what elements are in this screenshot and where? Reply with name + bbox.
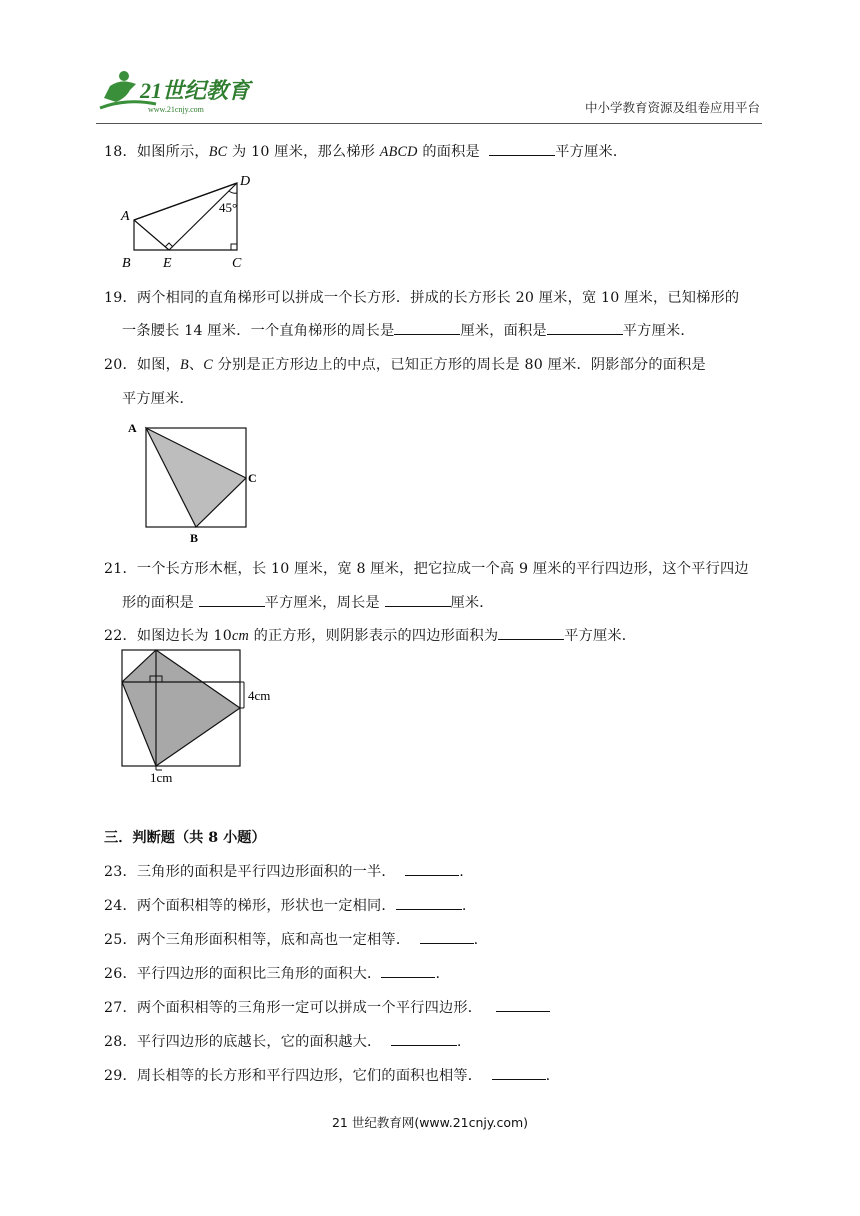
- svg-text:C: C: [232, 256, 242, 271]
- answer-blank[interactable]: [498, 627, 564, 640]
- question-28: 28．平行四边形的底越长，它的面积越大． .: [104, 1034, 462, 1050]
- answer-blank[interactable]: [199, 594, 265, 607]
- svg-text:4cm: 4cm: [248, 688, 271, 703]
- question-29: 29．周长相等的长方形和平行四边形，它们的面积也相等． .: [104, 1068, 551, 1084]
- question-24: 24．两个面积相等的梯形，形状也一定相同． .: [104, 898, 467, 914]
- svg-text:E: E: [163, 256, 172, 271]
- platform-name: 中小学教育资源及组卷应用平台: [584, 100, 760, 115]
- answer-blank[interactable]: [391, 1033, 457, 1046]
- question-19: 19．两个相同的直角梯形可以拼成一个长方形．拼成的长方形长 20 厘米，宽 10 厘米，已知梯形的: [104, 290, 740, 306]
- site-logo: [96, 68, 266, 116]
- question-23: 23．三角形的面积是平行四边形面积的一半． .: [104, 864, 464, 880]
- answer-blank[interactable]: [396, 897, 462, 910]
- svg-text:A: A: [128, 421, 137, 435]
- answer-blank[interactable]: [405, 863, 459, 876]
- answer-blank[interactable]: [420, 931, 474, 944]
- question-25: 25．两个三角形面积相等，底和高也一定相等． .: [104, 932, 479, 948]
- svg-text:45°: 45°: [219, 200, 238, 215]
- question-18: 18．如图所示，BC 为 10 厘米，那么梯形 ABCD 的面积是 平方厘米．: [104, 144, 628, 160]
- svg-text:1cm: 1cm: [150, 770, 173, 785]
- question-26: 26．平行四边形的面积比三角形的面积大． .: [104, 966, 441, 982]
- svg-text:D: D: [240, 174, 251, 189]
- answer-blank[interactable]: [489, 143, 555, 156]
- answer-blank[interactable]: [492, 1067, 546, 1080]
- logo-text: 21世纪教育: [140, 78, 251, 103]
- svg-text:C: C: [248, 471, 257, 485]
- question-21-line2: 形的面积是 平方厘米，周长是 厘米．: [122, 595, 494, 611]
- svg-text:A: A: [121, 209, 130, 224]
- svg-text:B: B: [190, 531, 199, 545]
- logo-url: www.21cnjy.com: [148, 105, 204, 114]
- question-19-line2: 一条腰长 14 厘米．一个直角梯形的周长是 厘米，面积是 平方厘米．: [122, 323, 695, 339]
- question-22: 22．如图边长为 10cm 的正方形，则阴影表示的四边形面积为 平方厘米．: [104, 628, 637, 644]
- svg-text:B: B: [122, 256, 131, 271]
- question-20: 20．如图，B、C 分别是正方形边上的中点，已知正方形的周长是 80 厘米．阴影部分的面积是: [104, 357, 706, 373]
- question-27: 27．两个面积相等的三角形一定可以拼成一个平行四边形．: [104, 997, 550, 1017]
- question-21: 21．一个长方形木框，长 10 厘米，宽 8 厘米，把它拉成一个高 9 厘米的平行四边形，这个平行四边: [104, 561, 749, 577]
- section-title: 三．判断题（共 8 小题）: [104, 830, 266, 846]
- answer-blank[interactable]: [496, 999, 550, 1012]
- answer-blank[interactable]: [547, 322, 623, 335]
- q18-figure: [116, 170, 266, 276]
- answer-blank[interactable]: [385, 594, 451, 607]
- q20-figure: [124, 418, 274, 550]
- answer-blank[interactable]: [381, 965, 435, 978]
- header-divider: [96, 123, 762, 124]
- question-20-line2: 平方厘米．: [122, 391, 194, 407]
- page-footer: 21 世纪教育网(www.21cnjy.com): [331, 1115, 529, 1130]
- answer-blank[interactable]: [394, 322, 460, 335]
- q22-figure: [116, 646, 286, 790]
